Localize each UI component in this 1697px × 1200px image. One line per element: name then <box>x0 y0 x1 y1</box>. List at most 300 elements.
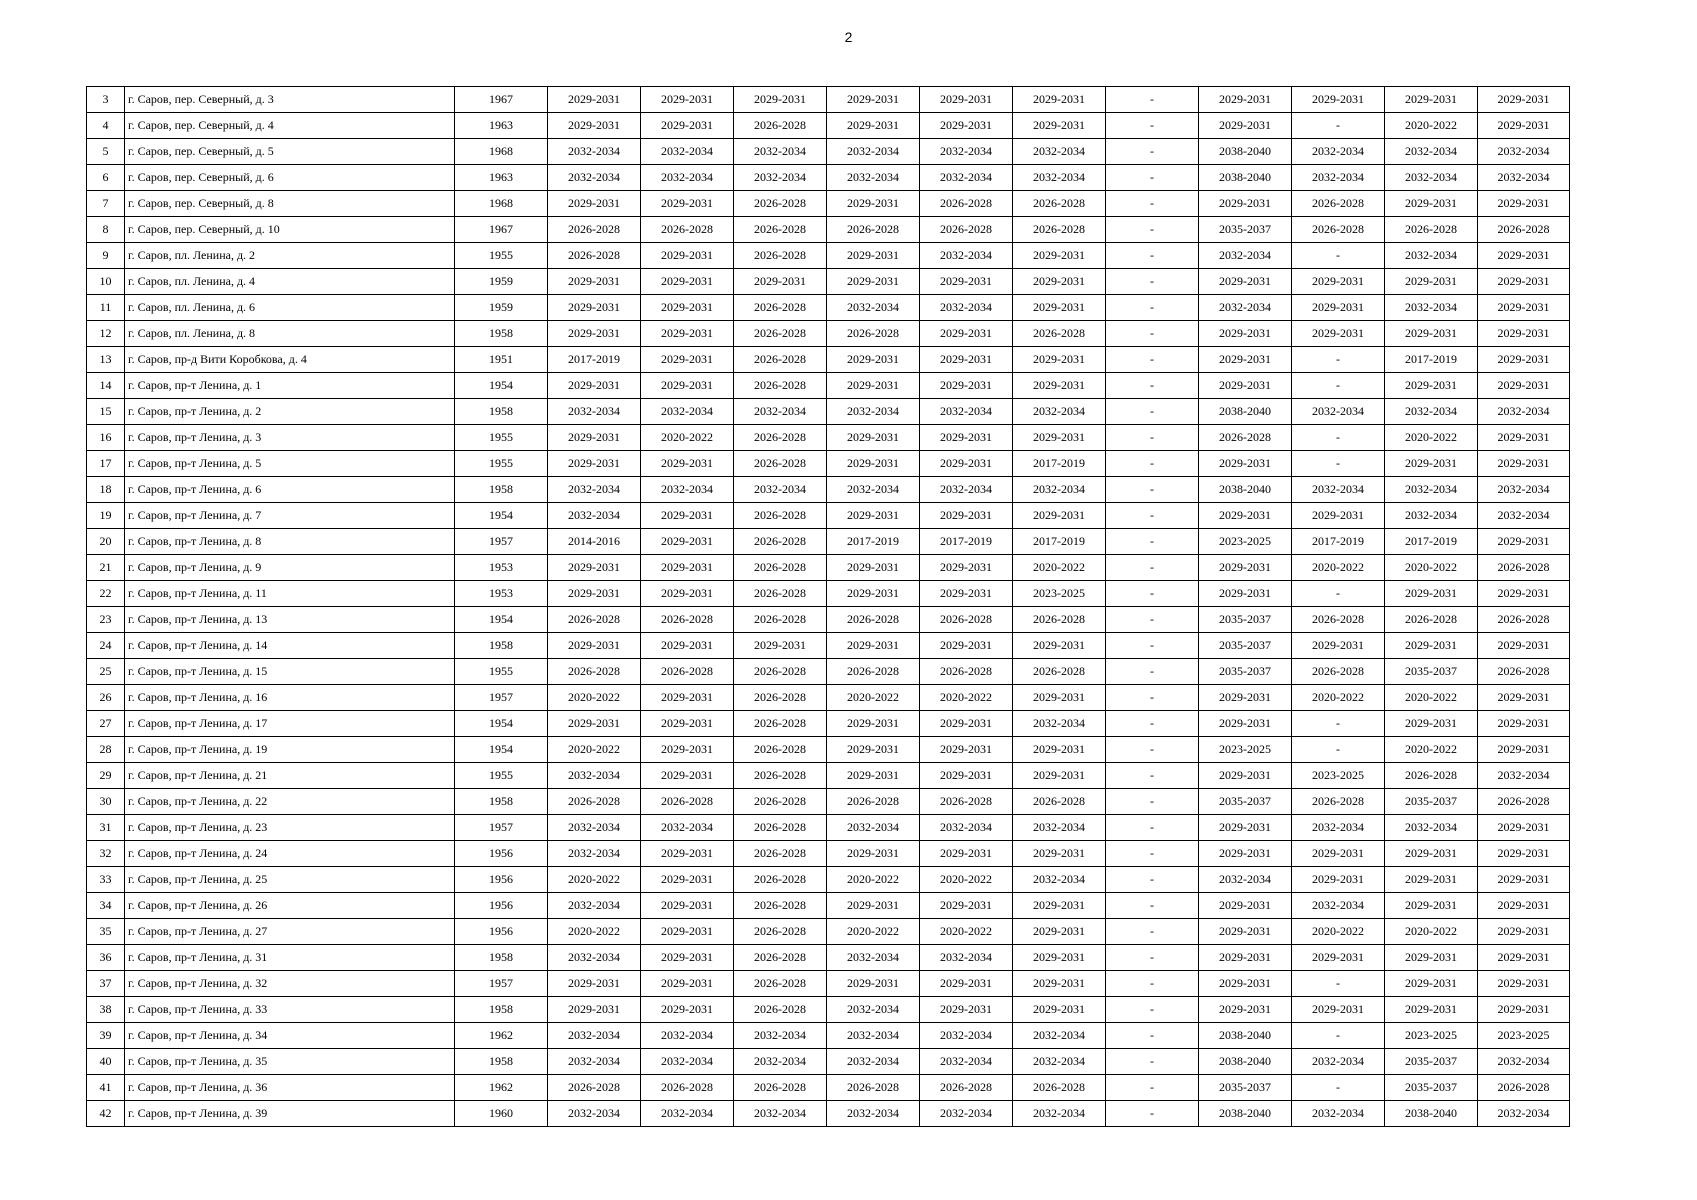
period-cell-6: 2029-2031 <box>1013 347 1106 373</box>
period-cell-7: - <box>1106 425 1199 451</box>
table-row <box>87 373 1570 399</box>
table-row <box>87 321 1570 347</box>
period-cell-8: 2029-2031 <box>1199 711 1292 737</box>
period-cell-6: 2026-2028 <box>1013 607 1106 633</box>
table-row <box>87 1075 1570 1101</box>
year-built-cell: 1968 <box>455 191 548 217</box>
period-cell-11: 2029-2031 <box>1478 711 1570 737</box>
period-cell-3: 2026-2028 <box>734 659 827 685</box>
period-cell-7: - <box>1106 399 1199 425</box>
period-cell-11: 2029-2031 <box>1478 815 1570 841</box>
row-number-cell: 15 <box>87 399 125 425</box>
period-cell-1: 2032-2034 <box>548 1023 641 1049</box>
period-cell-6: 2032-2034 <box>1013 711 1106 737</box>
row-number-cell: 36 <box>87 945 125 971</box>
period-cell-4: 2029-2031 <box>827 113 920 139</box>
period-cell-2: 2026-2028 <box>641 789 734 815</box>
period-cell-6: 2020-2022 <box>1013 555 1106 581</box>
period-cell-6: 2029-2031 <box>1013 243 1106 269</box>
period-cell-10: 2029-2031 <box>1385 191 1478 217</box>
address-cell: г. Саров, пр-т Ленина, д. 31 <box>125 945 455 971</box>
period-cell-10: 2032-2034 <box>1385 139 1478 165</box>
period-cell-5: 2020-2022 <box>920 919 1013 945</box>
period-cell-5: 2032-2034 <box>920 139 1013 165</box>
period-cell-5: 2026-2028 <box>920 217 1013 243</box>
period-cell-1: 2026-2028 <box>548 217 641 243</box>
period-cell-2: 2032-2034 <box>641 477 734 503</box>
period-cell-11: 2029-2031 <box>1478 87 1570 113</box>
period-cell-7: - <box>1106 477 1199 503</box>
period-cell-9: 2032-2034 <box>1292 1101 1385 1127</box>
period-cell-1: 2017-2019 <box>548 347 641 373</box>
period-cell-3: 2026-2028 <box>734 321 827 347</box>
period-cell-1: 2032-2034 <box>548 945 641 971</box>
period-cell-3: 2032-2034 <box>734 139 827 165</box>
period-cell-9: - <box>1292 347 1385 373</box>
period-cell-7: - <box>1106 373 1199 399</box>
period-cell-11: 2029-2031 <box>1478 373 1570 399</box>
period-cell-8: 2029-2031 <box>1199 815 1292 841</box>
period-cell-11: 2032-2034 <box>1478 1101 1570 1127</box>
period-cell-10: 2029-2031 <box>1385 893 1478 919</box>
row-number-cell: 17 <box>87 451 125 477</box>
period-cell-6: 2029-2031 <box>1013 87 1106 113</box>
table-row <box>87 581 1570 607</box>
period-cell-7: - <box>1106 945 1199 971</box>
address-cell: г. Саров, пер. Северный, д. 3 <box>125 87 455 113</box>
table-row <box>87 191 1570 217</box>
period-cell-9: 2026-2028 <box>1292 659 1385 685</box>
period-cell-2: 2026-2028 <box>641 1075 734 1101</box>
period-cell-9: - <box>1292 113 1385 139</box>
period-cell-1: 2032-2034 <box>548 841 641 867</box>
period-cell-8: 2029-2031 <box>1199 893 1292 919</box>
period-cell-7: - <box>1106 1023 1199 1049</box>
period-cell-4: 2032-2034 <box>827 399 920 425</box>
period-cell-4: 2029-2031 <box>827 841 920 867</box>
table-row <box>87 841 1570 867</box>
period-cell-5: 2020-2022 <box>920 867 1013 893</box>
period-cell-8: 2035-2037 <box>1199 789 1292 815</box>
period-cell-8: 2038-2040 <box>1199 1023 1292 1049</box>
period-cell-8: 2032-2034 <box>1199 243 1292 269</box>
period-cell-4: 2026-2028 <box>827 789 920 815</box>
period-cell-9: - <box>1292 451 1385 477</box>
period-cell-11: 2032-2034 <box>1478 477 1570 503</box>
year-built-cell: 1962 <box>455 1075 548 1101</box>
period-cell-4: 2017-2019 <box>827 529 920 555</box>
period-cell-5: 2029-2031 <box>920 321 1013 347</box>
row-number-cell: 7 <box>87 191 125 217</box>
period-cell-9: 2032-2034 <box>1292 477 1385 503</box>
address-cell: г. Саров, пр-т Ленина, д. 3 <box>125 425 455 451</box>
period-cell-11: 2029-2031 <box>1478 243 1570 269</box>
period-cell-2: 2029-2031 <box>641 711 734 737</box>
period-cell-6: 2026-2028 <box>1013 789 1106 815</box>
period-cell-4: 2029-2031 <box>827 347 920 373</box>
period-cell-6: 2029-2031 <box>1013 737 1106 763</box>
row-number-cell: 24 <box>87 633 125 659</box>
period-cell-11: 2029-2031 <box>1478 113 1570 139</box>
period-cell-9: 2023-2025 <box>1292 763 1385 789</box>
period-cell-5: 2029-2031 <box>920 87 1013 113</box>
address-cell: г. Саров, пл. Ленина, д. 6 <box>125 295 455 321</box>
address-cell: г. Саров, пр-т Ленина, д. 36 <box>125 1075 455 1101</box>
year-built-cell: 1968 <box>455 139 548 165</box>
period-cell-4: 2029-2031 <box>827 425 920 451</box>
table-row <box>87 763 1570 789</box>
period-cell-4: 2029-2031 <box>827 243 920 269</box>
period-cell-1: 2029-2031 <box>548 555 641 581</box>
period-cell-9: 2029-2031 <box>1292 945 1385 971</box>
period-cell-6: 2029-2031 <box>1013 425 1106 451</box>
period-cell-11: 2029-2031 <box>1478 633 1570 659</box>
period-cell-8: 2029-2031 <box>1199 763 1292 789</box>
address-cell: г. Саров, пр-т Ленина, д. 23 <box>125 815 455 841</box>
period-cell-4: 2020-2022 <box>827 867 920 893</box>
period-cell-3: 2029-2031 <box>734 633 827 659</box>
period-cell-8: 2023-2025 <box>1199 737 1292 763</box>
row-number-cell: 27 <box>87 711 125 737</box>
period-cell-8: 2029-2031 <box>1199 451 1292 477</box>
period-cell-11: 2032-2034 <box>1478 139 1570 165</box>
year-built-cell: 1955 <box>455 425 548 451</box>
period-cell-4: 2029-2031 <box>827 269 920 295</box>
year-built-cell: 1957 <box>455 971 548 997</box>
period-cell-8: 2035-2037 <box>1199 217 1292 243</box>
period-cell-4: 2032-2034 <box>827 1049 920 1075</box>
year-built-cell: 1958 <box>455 997 548 1023</box>
period-cell-11: 2029-2031 <box>1478 529 1570 555</box>
period-cell-4: 2032-2034 <box>827 1101 920 1127</box>
period-cell-3: 2026-2028 <box>734 737 827 763</box>
period-cell-6: 2029-2031 <box>1013 269 1106 295</box>
row-number-cell: 40 <box>87 1049 125 1075</box>
year-built-cell: 1958 <box>455 789 548 815</box>
period-cell-7: - <box>1106 633 1199 659</box>
table-row <box>87 217 1570 243</box>
period-cell-3: 2026-2028 <box>734 113 827 139</box>
period-cell-2: 2029-2031 <box>641 685 734 711</box>
period-cell-10: 2020-2022 <box>1385 737 1478 763</box>
table-row <box>87 503 1570 529</box>
page-number: 2 <box>844 29 853 45</box>
row-number-cell: 31 <box>87 815 125 841</box>
period-cell-4: 2032-2034 <box>827 997 920 1023</box>
period-cell-3: 2026-2028 <box>734 347 827 373</box>
period-cell-5: 2029-2031 <box>920 503 1013 529</box>
address-cell: г. Саров, пр-т Ленина, д. 32 <box>125 971 455 997</box>
period-cell-9: - <box>1292 1023 1385 1049</box>
period-cell-4: 2020-2022 <box>827 919 920 945</box>
period-cell-9: - <box>1292 581 1385 607</box>
period-cell-1: 2014-2016 <box>548 529 641 555</box>
period-cell-10: 2026-2028 <box>1385 763 1478 789</box>
period-cell-10: 2020-2022 <box>1385 919 1478 945</box>
period-cell-1: 2026-2028 <box>548 1075 641 1101</box>
row-number-cell: 11 <box>87 295 125 321</box>
row-number-cell: 38 <box>87 997 125 1023</box>
period-cell-3: 2029-2031 <box>734 269 827 295</box>
period-cell-6: 2029-2031 <box>1013 503 1106 529</box>
period-cell-6: 2032-2034 <box>1013 1023 1106 1049</box>
period-cell-10: 2029-2031 <box>1385 633 1478 659</box>
period-cell-6: 2029-2031 <box>1013 945 1106 971</box>
period-cell-5: 2032-2034 <box>920 243 1013 269</box>
period-cell-7: - <box>1106 763 1199 789</box>
period-cell-5: 2026-2028 <box>920 607 1013 633</box>
period-cell-2: 2029-2031 <box>641 321 734 347</box>
period-cell-11: 2029-2031 <box>1478 893 1570 919</box>
year-built-cell: 1954 <box>455 737 548 763</box>
period-cell-5: 2029-2031 <box>920 971 1013 997</box>
row-number-cell: 33 <box>87 867 125 893</box>
period-cell-3: 2032-2034 <box>734 1101 827 1127</box>
period-cell-6: 2032-2034 <box>1013 477 1106 503</box>
period-cell-5: 2032-2034 <box>920 815 1013 841</box>
address-cell: г. Саров, пр-т Ленина, д. 24 <box>125 841 455 867</box>
period-cell-7: - <box>1106 451 1199 477</box>
year-built-cell: 1954 <box>455 503 548 529</box>
period-cell-6: 2029-2031 <box>1013 997 1106 1023</box>
table-row <box>87 113 1570 139</box>
period-cell-1: 2020-2022 <box>548 919 641 945</box>
period-cell-6: 2017-2019 <box>1013 529 1106 555</box>
year-built-cell: 1955 <box>455 243 548 269</box>
period-cell-10: 2029-2031 <box>1385 87 1478 113</box>
period-cell-6: 2029-2031 <box>1013 295 1106 321</box>
period-cell-6: 2029-2031 <box>1013 893 1106 919</box>
period-cell-7: - <box>1106 269 1199 295</box>
year-built-cell: 1958 <box>455 399 548 425</box>
row-number-cell: 25 <box>87 659 125 685</box>
year-built-cell: 1962 <box>455 1023 548 1049</box>
period-cell-11: 2029-2031 <box>1478 945 1570 971</box>
period-cell-8: 2035-2037 <box>1199 1075 1292 1101</box>
period-cell-6: 2029-2031 <box>1013 919 1106 945</box>
period-cell-9: 2020-2022 <box>1292 685 1385 711</box>
period-cell-10: 2020-2022 <box>1385 113 1478 139</box>
period-cell-8: 2032-2034 <box>1199 867 1292 893</box>
period-cell-7: - <box>1106 841 1199 867</box>
row-number-cell: 4 <box>87 113 125 139</box>
period-cell-1: 2029-2031 <box>548 425 641 451</box>
period-cell-1: 2029-2031 <box>548 321 641 347</box>
period-cell-1: 2032-2034 <box>548 477 641 503</box>
period-cell-5: 2029-2031 <box>920 269 1013 295</box>
period-cell-11: 2026-2028 <box>1478 659 1570 685</box>
period-cell-7: - <box>1106 217 1199 243</box>
period-cell-7: - <box>1106 113 1199 139</box>
row-number-cell: 9 <box>87 243 125 269</box>
period-cell-5: 2029-2031 <box>920 373 1013 399</box>
period-cell-3: 2029-2031 <box>734 87 827 113</box>
table-row <box>87 737 1570 763</box>
table-row <box>87 997 1570 1023</box>
period-cell-10: 2032-2034 <box>1385 503 1478 529</box>
period-cell-10: 2029-2031 <box>1385 841 1478 867</box>
period-cell-1: 2032-2034 <box>548 815 641 841</box>
period-cell-2: 2029-2031 <box>641 269 734 295</box>
year-built-cell: 1955 <box>455 451 548 477</box>
period-cell-8: 2029-2031 <box>1199 87 1292 113</box>
period-cell-5: 2032-2034 <box>920 399 1013 425</box>
row-number-cell: 13 <box>87 347 125 373</box>
period-cell-3: 2026-2028 <box>734 555 827 581</box>
period-cell-7: - <box>1106 555 1199 581</box>
period-cell-2: 2029-2031 <box>641 867 734 893</box>
period-cell-1: 2029-2031 <box>548 581 641 607</box>
period-cell-7: - <box>1106 711 1199 737</box>
period-cell-6: 2017-2019 <box>1013 451 1106 477</box>
period-cell-8: 2038-2040 <box>1199 1049 1292 1075</box>
row-number-cell: 42 <box>87 1101 125 1127</box>
period-cell-7: - <box>1106 1075 1199 1101</box>
period-cell-10: 2035-2037 <box>1385 1049 1478 1075</box>
table-row <box>87 295 1570 321</box>
period-cell-2: 2029-2031 <box>641 347 734 373</box>
period-cell-9: 2020-2022 <box>1292 555 1385 581</box>
period-cell-3: 2032-2034 <box>734 1023 827 1049</box>
row-number-cell: 6 <box>87 165 125 191</box>
year-built-cell: 1957 <box>455 529 548 555</box>
table-row <box>87 347 1570 373</box>
period-cell-2: 2029-2031 <box>641 555 734 581</box>
table-row <box>87 529 1570 555</box>
period-cell-11: 2026-2028 <box>1478 1075 1570 1101</box>
year-built-cell: 1951 <box>455 347 548 373</box>
period-cell-9: 2020-2022 <box>1292 919 1385 945</box>
period-cell-6: 2023-2025 <box>1013 581 1106 607</box>
period-cell-8: 2038-2040 <box>1199 139 1292 165</box>
period-cell-3: 2026-2028 <box>734 243 827 269</box>
period-cell-3: 2032-2034 <box>734 1049 827 1075</box>
period-cell-10: 2032-2034 <box>1385 243 1478 269</box>
period-cell-6: 2029-2031 <box>1013 971 1106 997</box>
period-cell-10: 2035-2037 <box>1385 789 1478 815</box>
period-cell-5: 2020-2022 <box>920 685 1013 711</box>
period-cell-4: 2032-2034 <box>827 945 920 971</box>
period-cell-8: 2035-2037 <box>1199 633 1292 659</box>
period-cell-5: 2029-2031 <box>920 633 1013 659</box>
table-row <box>87 711 1570 737</box>
period-cell-11: 2029-2031 <box>1478 295 1570 321</box>
period-cell-11: 2026-2028 <box>1478 607 1570 633</box>
period-cell-1: 2029-2031 <box>548 997 641 1023</box>
period-cell-9: - <box>1292 243 1385 269</box>
period-cell-2: 2032-2034 <box>641 815 734 841</box>
year-built-cell: 1958 <box>455 477 548 503</box>
period-cell-3: 2026-2028 <box>734 711 827 737</box>
row-number-cell: 14 <box>87 373 125 399</box>
period-cell-6: 2026-2028 <box>1013 191 1106 217</box>
period-cell-2: 2020-2022 <box>641 425 734 451</box>
table-row <box>87 425 1570 451</box>
period-cell-5: 2029-2031 <box>920 711 1013 737</box>
row-number-cell: 3 <box>87 87 125 113</box>
period-cell-1: 2029-2031 <box>548 295 641 321</box>
period-cell-10: 2026-2028 <box>1385 217 1478 243</box>
period-cell-11: 2032-2034 <box>1478 165 1570 191</box>
period-cell-11: 2029-2031 <box>1478 269 1570 295</box>
period-cell-5: 2029-2031 <box>920 581 1013 607</box>
year-built-cell: 1963 <box>455 113 548 139</box>
period-cell-5: 2026-2028 <box>920 659 1013 685</box>
year-built-cell: 1956 <box>455 893 548 919</box>
period-cell-2: 2029-2031 <box>641 503 734 529</box>
period-cell-3: 2026-2028 <box>734 191 827 217</box>
row-number-cell: 37 <box>87 971 125 997</box>
period-cell-3: 2026-2028 <box>734 217 827 243</box>
address-cell: г. Саров, пр-т Ленина, д. 11 <box>125 581 455 607</box>
address-cell: г. Саров, пр-т Ленина, д. 39 <box>125 1101 455 1127</box>
table-row <box>87 919 1570 945</box>
period-cell-7: - <box>1106 659 1199 685</box>
period-cell-8: 2029-2031 <box>1199 373 1292 399</box>
period-cell-8: 2029-2031 <box>1199 841 1292 867</box>
period-cell-11: 2029-2031 <box>1478 867 1570 893</box>
period-cell-10: 2020-2022 <box>1385 685 1478 711</box>
period-cell-10: 2029-2031 <box>1385 971 1478 997</box>
period-cell-9: 2029-2031 <box>1292 997 1385 1023</box>
period-cell-1: 2029-2031 <box>548 711 641 737</box>
period-cell-3: 2026-2028 <box>734 815 827 841</box>
period-cell-4: 2032-2034 <box>827 1023 920 1049</box>
period-cell-10: 2032-2034 <box>1385 399 1478 425</box>
period-cell-11: 2032-2034 <box>1478 399 1570 425</box>
period-cell-2: 2032-2034 <box>641 139 734 165</box>
row-number-cell: 39 <box>87 1023 125 1049</box>
address-cell: г. Саров, пр-т Ленина, д. 27 <box>125 919 455 945</box>
period-cell-10: 2029-2031 <box>1385 711 1478 737</box>
year-built-cell: 1967 <box>455 217 548 243</box>
period-cell-8: 2038-2040 <box>1199 477 1292 503</box>
period-cell-8: 2029-2031 <box>1199 971 1292 997</box>
period-cell-2: 2026-2028 <box>641 217 734 243</box>
period-cell-11: 2029-2031 <box>1478 425 1570 451</box>
period-cell-9: 2029-2031 <box>1292 269 1385 295</box>
year-built-cell: 1953 <box>455 555 548 581</box>
period-cell-7: - <box>1106 87 1199 113</box>
year-built-cell: 1958 <box>455 633 548 659</box>
table-row <box>87 555 1570 581</box>
period-cell-6: 2032-2034 <box>1013 399 1106 425</box>
period-cell-11: 2029-2031 <box>1478 321 1570 347</box>
period-cell-4: 2029-2031 <box>827 87 920 113</box>
period-cell-1: 2032-2034 <box>548 165 641 191</box>
period-cell-1: 2020-2022 <box>548 867 641 893</box>
period-cell-11: 2032-2034 <box>1478 1049 1570 1075</box>
period-cell-10: 2020-2022 <box>1385 555 1478 581</box>
row-number-cell: 21 <box>87 555 125 581</box>
table-row <box>87 1049 1570 1075</box>
period-cell-3: 2026-2028 <box>734 607 827 633</box>
period-cell-2: 2032-2034 <box>641 1023 734 1049</box>
year-built-cell: 1955 <box>455 763 548 789</box>
address-cell: г. Саров, пр-д Вити Коробкова, д. 4 <box>125 347 455 373</box>
address-cell: г. Саров, пр-т Ленина, д. 6 <box>125 477 455 503</box>
period-cell-5: 2032-2034 <box>920 1049 1013 1075</box>
period-cell-1: 2029-2031 <box>548 971 641 997</box>
address-cell: г. Саров, пл. Ленина, д. 8 <box>125 321 455 347</box>
period-cell-6: 2029-2031 <box>1013 113 1106 139</box>
period-cell-2: 2026-2028 <box>641 659 734 685</box>
period-cell-3: 2032-2034 <box>734 399 827 425</box>
period-cell-11: 2029-2031 <box>1478 737 1570 763</box>
period-cell-3: 2026-2028 <box>734 425 827 451</box>
address-cell: г. Саров, пр-т Ленина, д. 26 <box>125 893 455 919</box>
row-number-cell: 28 <box>87 737 125 763</box>
